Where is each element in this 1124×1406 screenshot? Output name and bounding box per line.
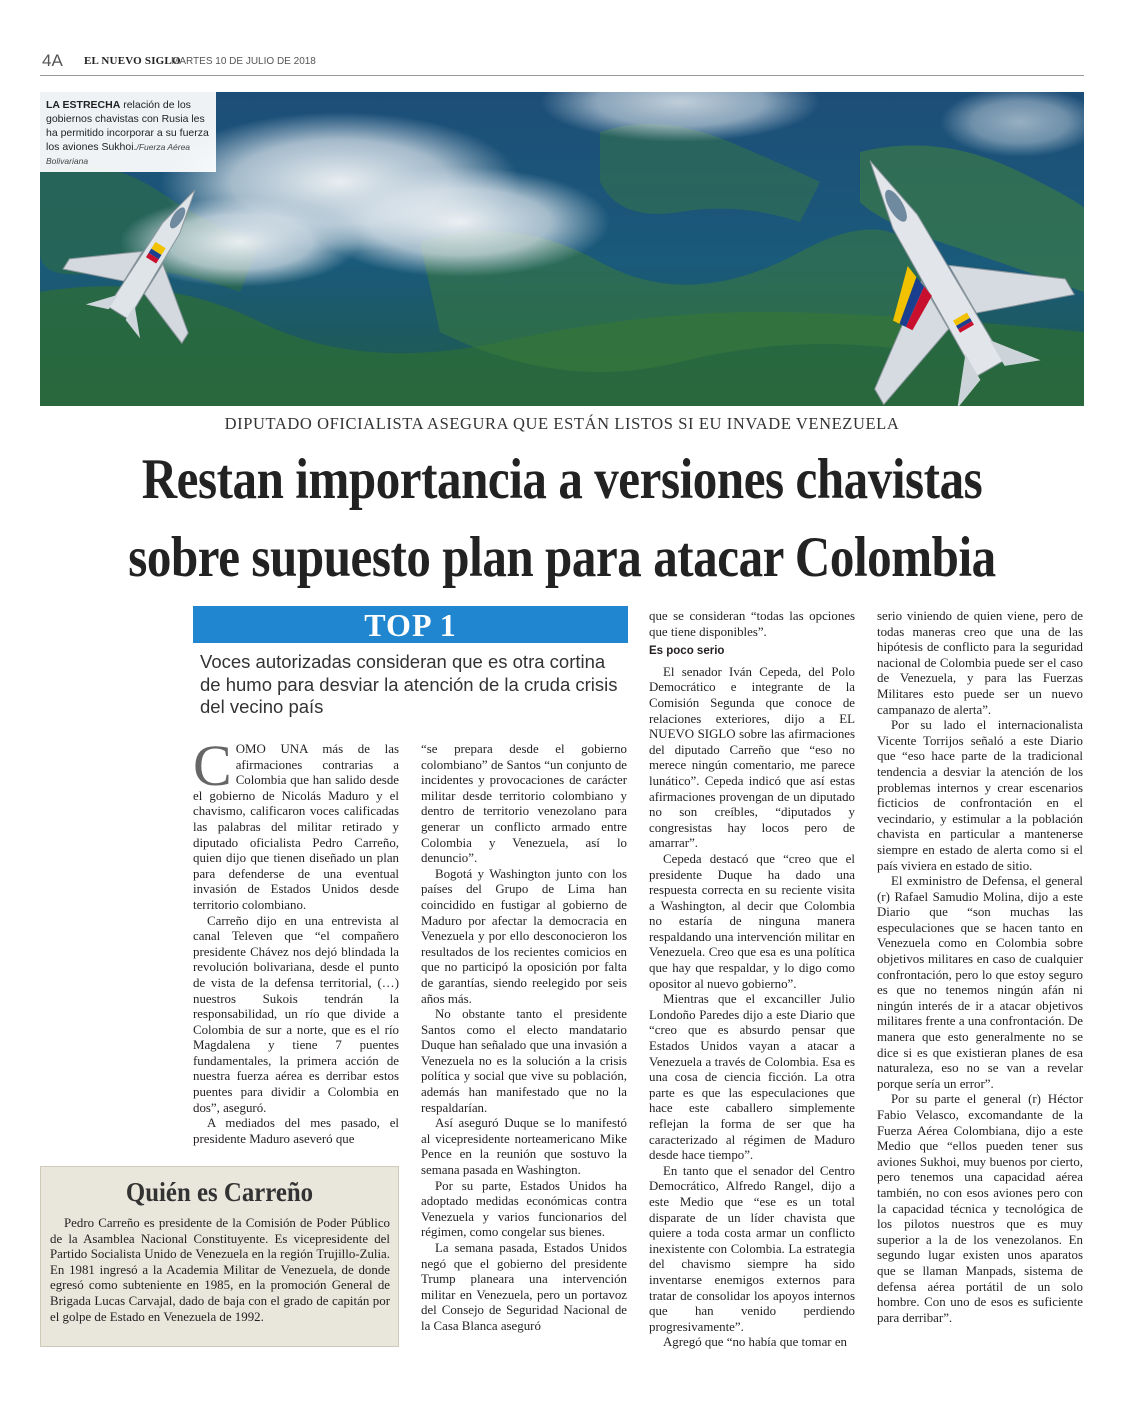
paragraph: Por su parte, Estados Unidos ha adoptado medidas económicas contra Venezuela y varios funcionarios del régimen, como congelar sus bienes. (421, 1178, 627, 1240)
paragraph: El exministro de Defensa, el general (r) Rafael Samudio Molina, dijo a este Diario que “son muchas las especulaciones que se hacen tanto en Venezuela como en Colombia sobre objetivos militares en caso de cualquier confrontación, pero lo que estoy seguro es que no tenemos ningún afán ni ningún interés de ir a atacar objetivos militares frente a una confrontación. De manera que esto generalmente no se dice si es que existieran planes de esa naturaleza, eso no se van a revelar porque sería un error”. (877, 874, 1083, 1091)
paragraph: Así aseguró Duque se lo manifestó al vicepresidente norteamericano Mike Pence en la reunión que sostuvo la semana pasada en Washington. (421, 1116, 627, 1178)
paragraph: A mediados del mes pasado, el presidente Maduro aseveró que (193, 1116, 399, 1146)
paragraph: No obstante tanto el presidente Santos como el electo mandatario Duque han señalado que una invasión a Venezuela no es la solución a la crisis política y social que vive su población, además han manifestado que no la respaldarían. (421, 1007, 627, 1115)
sidebar-title: Quién es Carreño (125, 1177, 314, 1207)
article-column-4 (877, 609, 1083, 1326)
headline-line-1: Restan importancia a versiones chavistas (141, 448, 983, 511)
paragraph: Mientras que el excanciller Julio Londoño Paredes dijo a este Diario que “creo que es absurdo pensar que Estados Unidos vayan a atacar a Venezuela a través de Colombia. Esa es una cosa de ciencia ficción. La otra parte es que las especulaciones que hace este caballero simplemente reflejan la forma de ser que ha caracterizado al régimen de Maduro desde hace tiempo”. (649, 992, 855, 1163)
article-column-2 (421, 742, 627, 1335)
issue-date: MARTES 10 DE JULIO DE 2018 (171, 56, 316, 67)
article-column-3 (649, 609, 855, 1351)
article-column-1 (193, 733, 399, 1147)
paragraph: Bogotá y Washington junto con los países del Grupo de Lima han coincidido en fustigar al gobierno de Maduro por afectar la democracia en Venezuela y por ello desconocieron los resultados de los recientes comicios en que no participó la oposición por falta de garantías, siendo reelegido por seis años más. (421, 866, 627, 1006)
dropcap: C (193, 733, 232, 798)
paragraph: serio viniendo de quien viene, pero de todas maneras creo que una de las hipótesis de conflicto para la seguridad nacional de Colombia puede ser el caso de Venezuela, y para las Fuerzas Militares esto puede ser un nuevo campanazo de alerta”. (877, 609, 1083, 717)
sidebar-text: Pedro Carreño es presidente de la Comisión de Poder Público de la Asamblea Nacional Constituyente. Es vicepresidente del Partido Socialista Unido de Venezuela en la región Trujillo-Zulia. En 1981 ingresó a la Academia Militar de Venezuela, de donde egresó como subteniente en 1985, en la promoción General de Brigada Lucas Carvajal, dado de baja con el grado de capitán por el golpe de Estado en Venezuela de 1992. (50, 1216, 390, 1324)
photo-caption (46, 98, 214, 168)
paragraph: La semana pasada, Estados Unidos negó que el gobierno del presidente Trump planeara una intervención militar en Venezuela, pero un portavoz del Consejo de Seguridad Nacional de la Casa Blanca aseguró (421, 1241, 627, 1333)
caption-lead: LA ESTRECHA (46, 99, 121, 111)
paragraph: “se prepara desde el gobierno colombiano” de Santos “un conjunto de incidentes y provocaciones de carácter militar desde territorio colombiano y dentro de territorio venezolano para generar un conflicto armado entre Colombia y Venezuela, así lo denuncio”. (421, 742, 627, 866)
caption-credit: /Fuerza Aérea Bolivariana (46, 142, 191, 166)
paragraph: Por su parte el general (r) Héctor Fabio Velasco, excomandante de la Fuerza Aérea Colombiana, dijo a este Medio que “ellos pueden tener sus aviones Sukhoi, muy buenos por cierto, pero tenemos una capacidad aérea también, no con esos aviones pero con la capacidad técnica y tecnológica de los pilotos nuestros que es muy superior a la de los venezolanos. En segundo lugar existen unos aparatos que se llaman Manpads, sistema de defensa aérea portátil de un solo hombre. Con uno de esos es suficiente para derribar”. (877, 1092, 1083, 1325)
paragraph: Cepeda destacó que “creo que el presidente Duque ha dado una respuesta correcta en su reciente visita a Washington, al decir que Colombia no estaría de ninguna manera respaldando una intervención militar en Venezuela. Creo que esa es una política que hay que respaldar, y lo digo como opositor al nuevo gobierno”. (649, 851, 855, 991)
caption-text: relación de los gobiernos chavistas con Rusia les ha permitido incorporar a su fuerza los aviones Sukhoi. (46, 99, 209, 153)
page-number: 4A (42, 51, 63, 70)
top-label: TOP 1 (364, 607, 457, 643)
paragraph: El senador Iván Cepeda, del Polo Democrático e integrante de la Comisión Segunda que conoce de relaciones exteriores, dijo a EL NUEVO SIGLO sobre las afirmaciones del diputado Carreño que “eso no merece ningún comentario, me parece lunático”. Cepeda indicó que así estas afirmaciones provengan de un diputado no son creíbles, “diputados y congresistas hay locos pero de amarrar”. (649, 664, 855, 851)
top-summary: Voces autorizadas consideran que es otra cortina de humo para desviar la atención de la cruda crisis del vecino país (200, 651, 618, 717)
article-kicker: DIPUTADO OFICIALISTA ASEGURA QUE ESTÁN LISTOS SI EU INVADE VENEZUELA (224, 414, 900, 433)
header-divider (40, 75, 1084, 76)
paragraph: OMO UNA más de las afirmaciones contrarias a Colombia que han salido desde el gobierno de Nicolás Maduro y el chavismo, calificaron voces calificadas las palabras del militar retirado y diputado oficialista Pedro Carreño, quien dijo que tienen diseñado un plan para defenderse de una eventual invasión de Estados Unidos desde territorio colombiano. (193, 742, 399, 912)
headline-line-2: sobre supuesto plan para atacar Colombia (128, 526, 996, 589)
paragraph: que se consideran “todas las opciones que tiene disponibles”. (649, 609, 855, 639)
paragraph: Por su lado el internacionalista Vicente Torrijos señaló a este Diario que “eso hace parte de la tradicional tendencia a desviar la atención de los problemas internos y crear escenarios ficticios de confrontación en el vecindario, y estimular a la población chavista en particular a mantenerse siempre en estado de alerta como si el país viviera en estado de sitio. (877, 718, 1083, 873)
newspaper-name: EL NUEVO SIGLO (84, 55, 181, 67)
paragraph: Agregó que “no había que tomar en (663, 1335, 847, 1350)
subheading: Es poco serio (649, 645, 725, 658)
paragraph: Carreño dijo en una entrevista al canal Televen que “el compañero presidente Chávez nos dejó blindada la revolución bolivariana, desde el punto de vista de la defensa territorial, (…) nuestros Sukois tendrán la responsabilidad, un río que divide a Colombia de sur a norte, que es el río Magdalena y tiene 7 puentes fundamentales, la primera acción de nuestra fuerza aérea es derribar estos puentes para dividir a Colombia en dos”, aseguró. (193, 913, 399, 1115)
paragraph: En tanto que el senador del Centro Democrático, Alfredo Rangel, dijo a este Medio que “ese es un total disparate de un líder chavista que quiere a toda costa armar un conflicto inexistente con Colombia. La estrategia del chavismo siempre ha sido inventarse enemigos externos para tratar de consolidar los apoyos internos que han venido perdiendo progresivamente”. (649, 1163, 855, 1334)
